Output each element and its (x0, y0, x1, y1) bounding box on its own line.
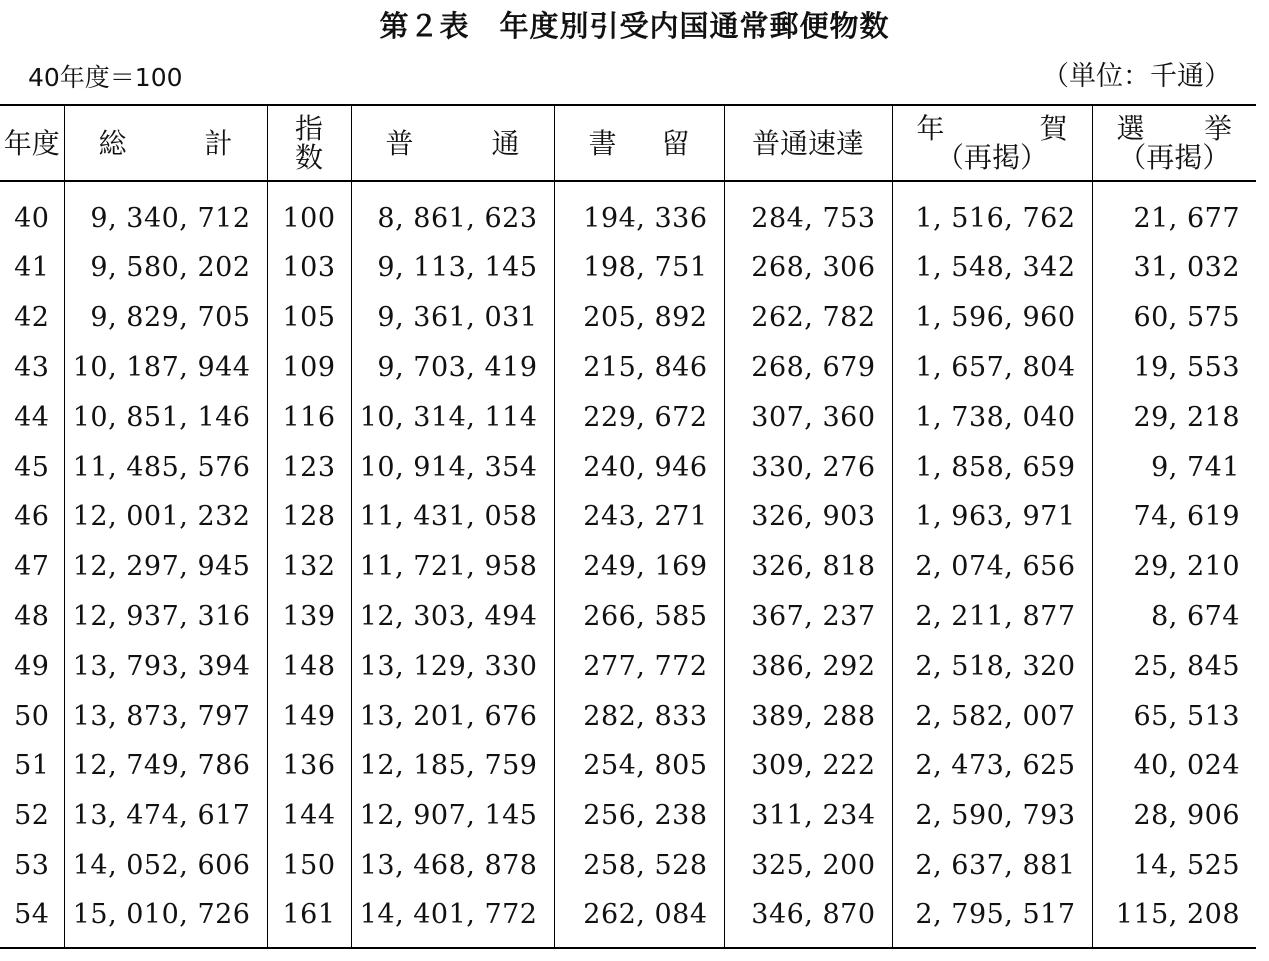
cell-index: 116 (267, 392, 351, 442)
table-row (0, 592, 1256, 642)
cell-ordinary: 10, 314, 114 (351, 392, 554, 442)
cell-newyear: 2, 637, 881 (892, 841, 1092, 891)
unit-note: （単位：千通） (1042, 61, 1231, 92)
cell-year: 48 (0, 592, 64, 642)
cell-newyear: 1, 548, 342 (892, 243, 1092, 293)
table-row (0, 691, 1256, 741)
header-index: 指 数 (267, 105, 351, 181)
table-row (0, 181, 1256, 243)
cell-index: 150 (267, 841, 351, 891)
cell-election: 14, 525 (1133, 849, 1240, 881)
cell-year: 52 (0, 791, 64, 841)
cell-year: 44 (0, 392, 64, 442)
cell-ordinary: 13, 468, 878 (351, 841, 554, 891)
cell-election: 40, 024 (1133, 750, 1240, 782)
cell-newyear: 2, 795, 517 (892, 890, 1092, 948)
cell-express: 326, 818 (724, 542, 892, 592)
mail-volume-table (0, 104, 1256, 949)
cell-registered: 266, 585 (554, 592, 724, 642)
cell-total: 14, 052, 606 (64, 841, 267, 891)
cell-total: 13, 793, 394 (64, 641, 267, 691)
cell-ordinary: 12, 303, 494 (351, 592, 554, 642)
cell-newyear: 1, 516, 762 (892, 181, 1092, 243)
cell-express: 284, 753 (724, 181, 892, 243)
header-total: 総 計 (64, 105, 267, 181)
cell-total: 12, 001, 232 (64, 492, 267, 542)
cell-year: 42 (0, 293, 64, 343)
table-row (0, 492, 1256, 542)
cell-election: 65, 513 (1133, 700, 1240, 732)
cell-total: 12, 749, 786 (64, 741, 267, 791)
cell-ordinary: 9, 113, 145 (351, 243, 554, 293)
cell-index: 148 (267, 641, 351, 691)
cell-newyear: 1, 596, 960 (892, 293, 1092, 343)
cell-index: 144 (267, 791, 351, 841)
cell-registered: 256, 238 (554, 791, 724, 841)
cell-year: 53 (0, 841, 64, 891)
cell-year: 45 (0, 442, 64, 492)
cell-registered: 282, 833 (554, 691, 724, 741)
cell-registered: 254, 805 (554, 741, 724, 791)
cell-total: 10, 851, 146 (64, 392, 267, 442)
header-express: 普通速達 (724, 105, 892, 181)
header-row (0, 105, 1256, 181)
cell-index: 161 (267, 890, 351, 948)
cell-ordinary: 10, 914, 354 (351, 442, 554, 492)
table-row (0, 392, 1256, 442)
cell-total: 11, 485, 576 (64, 442, 267, 492)
cell-newyear: 2, 582, 007 (892, 691, 1092, 741)
header-ordinary: 普 通 (351, 105, 554, 181)
cell-ordinary: 9, 361, 031 (351, 293, 554, 343)
cell-election: 28, 906 (1133, 800, 1240, 832)
table-row (0, 791, 1256, 841)
table-title: 第２表 年度別引受内国通常郵便物数 (379, 9, 890, 43)
cell-total: 9, 340, 712 (64, 181, 267, 243)
cell-registered: 249, 169 (554, 542, 724, 592)
cell-registered: 205, 892 (554, 293, 724, 343)
cell-newyear: 1, 738, 040 (892, 392, 1092, 442)
cell-ordinary: 13, 129, 330 (351, 641, 554, 691)
cell-newyear: 2, 211, 877 (892, 592, 1092, 642)
cell-index: 128 (267, 492, 351, 542)
table-row (0, 890, 1256, 948)
table-row (0, 293, 1256, 343)
cell-ordinary: 12, 185, 759 (351, 741, 554, 791)
cell-total: 13, 474, 617 (64, 791, 267, 841)
cell-registered: 194, 336 (554, 181, 724, 243)
cell-total: 9, 580, 202 (64, 243, 267, 293)
cell-index: 139 (267, 592, 351, 642)
cell-election: 60, 575 (1133, 302, 1240, 334)
cell-election: 31, 032 (1133, 252, 1240, 284)
cell-ordinary: 12, 907, 145 (351, 791, 554, 841)
cell-registered: 229, 672 (554, 392, 724, 442)
table-row (0, 442, 1256, 492)
header-registered: 書 留 (554, 105, 724, 181)
cell-year: 43 (0, 343, 64, 393)
cell-year: 41 (0, 243, 64, 293)
cell-express: 367, 237 (724, 592, 892, 642)
header-newyear: 年 賀 （再掲） (892, 105, 1092, 181)
cell-ordinary: 14, 401, 772 (351, 890, 554, 948)
cell-express: 309, 222 (724, 741, 892, 791)
cell-index: 100 (267, 181, 351, 243)
cell-index: 136 (267, 741, 351, 791)
cell-total: 12, 937, 316 (64, 592, 267, 642)
table-row (0, 542, 1256, 592)
cell-newyear: 2, 590, 793 (892, 791, 1092, 841)
cell-newyear: 2, 518, 320 (892, 641, 1092, 691)
table-row (0, 841, 1256, 891)
header-election: 選 挙 （再掲） (1092, 105, 1256, 181)
cell-express: 389, 288 (724, 691, 892, 741)
cell-ordinary: 11, 721, 958 (351, 542, 554, 592)
cell-express: 268, 306 (724, 243, 892, 293)
cell-newyear: 2, 473, 625 (892, 741, 1092, 791)
cell-registered: 198, 751 (554, 243, 724, 293)
cell-election: 9, 741 (1151, 451, 1240, 483)
cell-express: 307, 360 (724, 392, 892, 442)
cell-registered: 258, 528 (554, 841, 724, 891)
cell-express: 386, 292 (724, 641, 892, 691)
cell-registered: 262, 084 (554, 890, 724, 948)
cell-express: 262, 782 (724, 293, 892, 343)
cell-year: 46 (0, 492, 64, 542)
cell-newyear: 1, 657, 804 (892, 343, 1092, 393)
cell-registered: 243, 271 (554, 492, 724, 542)
cell-election: 8, 674 (1151, 600, 1240, 632)
cell-express: 325, 200 (724, 841, 892, 891)
cell-express: 346, 870 (724, 890, 892, 948)
cell-ordinary: 11, 431, 058 (351, 492, 554, 542)
cell-ordinary: 8, 861, 623 (351, 181, 554, 243)
cell-index: 149 (267, 691, 351, 741)
table-row (0, 741, 1256, 791)
cell-express: 311, 234 (724, 791, 892, 841)
header-year: 年度 (0, 105, 64, 181)
cell-year: 51 (0, 741, 64, 791)
cell-year: 47 (0, 542, 64, 592)
cell-registered: 215, 846 (554, 343, 724, 393)
cell-total: 12, 297, 945 (64, 542, 267, 592)
cell-index: 123 (267, 442, 351, 492)
cell-index: 109 (267, 343, 351, 393)
cell-ordinary: 9, 703, 419 (351, 343, 554, 393)
cell-election: 29, 218 (1133, 401, 1240, 433)
cell-election: 29, 210 (1133, 551, 1240, 583)
cell-year: 49 (0, 641, 64, 691)
table-row (0, 343, 1256, 393)
cell-total: 10, 187, 944 (64, 343, 267, 393)
cell-index: 105 (267, 293, 351, 343)
cell-election: 19, 553 (1133, 351, 1240, 383)
cell-newyear: 1, 963, 971 (892, 492, 1092, 542)
cell-election: 25, 845 (1133, 650, 1240, 682)
cell-total: 15, 010, 726 (64, 890, 267, 948)
cell-year: 40 (0, 181, 64, 243)
cell-election: 74, 619 (1133, 501, 1240, 533)
cell-ordinary: 13, 201, 676 (351, 691, 554, 741)
cell-year: 54 (0, 890, 64, 948)
cell-registered: 240, 946 (554, 442, 724, 492)
cell-year: 50 (0, 691, 64, 741)
cell-index: 132 (267, 542, 351, 592)
cell-total: 9, 829, 705 (64, 293, 267, 343)
cell-total: 13, 873, 797 (64, 691, 267, 741)
cell-express: 330, 276 (724, 442, 892, 492)
table-row (0, 641, 1256, 691)
cell-election: 115, 208 (1092, 890, 1256, 948)
table-row (0, 243, 1256, 293)
cell-election: 21, 677 (1133, 203, 1240, 234)
cell-index: 103 (267, 243, 351, 293)
cell-newyear: 1, 858, 659 (892, 442, 1092, 492)
cell-newyear: 2, 074, 656 (892, 542, 1092, 592)
cell-registered: 277, 772 (554, 641, 724, 691)
cell-express: 326, 903 (724, 492, 892, 542)
cell-express: 268, 679 (724, 343, 892, 393)
base-year-note: 40年度＝100 (28, 63, 183, 92)
